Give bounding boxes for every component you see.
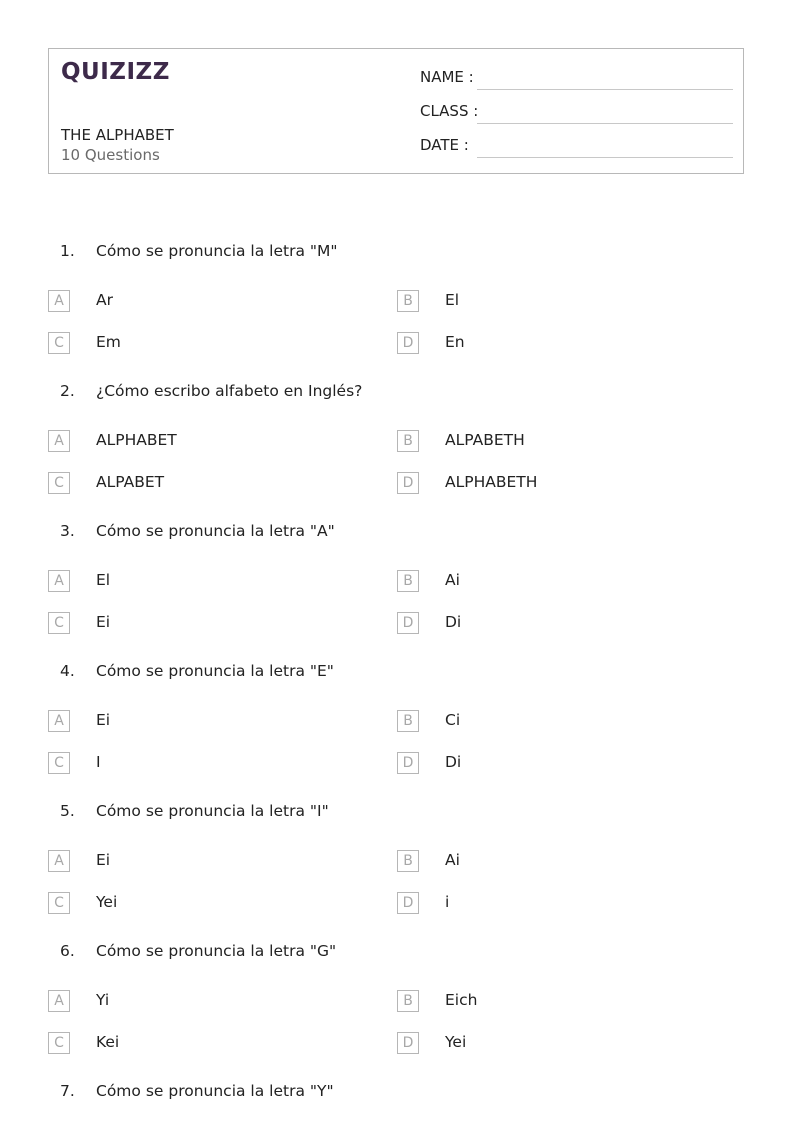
worksheet-header <box>48 48 744 174</box>
date-field[interactable] <box>477 157 733 158</box>
option-letter-box[interactable]: B <box>397 710 419 732</box>
option-letter-box[interactable]: A <box>48 710 70 732</box>
question-number: 5. <box>60 802 75 820</box>
option-text: Ar <box>96 291 113 309</box>
option-text: Eich <box>445 991 478 1009</box>
option-text: En <box>445 333 465 351</box>
question-text: Cómo se pronuncia la letra "Y" <box>96 1082 334 1100</box>
option-text: Ei <box>96 711 111 729</box>
worksheet-title: THE ALPHABET <box>61 126 174 144</box>
question-text: ¿Cómo escribo alfabeto en Inglés? <box>96 382 363 400</box>
date-label: DATE : <box>420 136 469 154</box>
option-letter-box[interactable]: B <box>397 570 419 592</box>
class-label: CLASS : <box>420 102 479 120</box>
option-letter-box[interactable]: C <box>48 332 70 354</box>
option-text: ALPABET <box>96 473 165 491</box>
option-text: i <box>445 893 450 911</box>
question-text: Cómo se pronuncia la letra "E" <box>96 662 334 680</box>
question-number: 1. <box>60 242 75 260</box>
option-text: Ei <box>96 613 111 631</box>
option-letter-box[interactable]: C <box>48 472 70 494</box>
option-text: Di <box>445 753 462 771</box>
question-number: 2. <box>60 382 75 400</box>
option-letter-box[interactable]: B <box>397 990 419 1012</box>
option-text: Kei <box>96 1033 120 1051</box>
option-text: Yi <box>96 991 110 1009</box>
option-letter-box[interactable]: C <box>48 1032 70 1054</box>
option-text: ALPHABETH <box>445 473 538 491</box>
option-text: Di <box>445 613 462 631</box>
option-text: ALPABETH <box>445 431 525 449</box>
option-letter-box[interactable]: A <box>48 430 70 452</box>
option-letter-box[interactable]: D <box>397 472 419 494</box>
option-text: Ci <box>445 711 461 729</box>
option-letter-box[interactable]: D <box>397 332 419 354</box>
option-text: Yei <box>445 1033 467 1051</box>
option-letter-box[interactable]: D <box>397 612 419 634</box>
question-text: Cómo se pronuncia la letra "M" <box>96 242 338 260</box>
option-letter-box[interactable]: C <box>48 612 70 634</box>
name-label: NAME : <box>420 68 474 86</box>
question-number: 3. <box>60 522 75 540</box>
option-letter-box[interactable]: D <box>397 892 419 914</box>
option-text: I <box>96 753 101 771</box>
option-letter-box[interactable]: C <box>48 752 70 774</box>
option-text: Em <box>96 333 121 351</box>
question-count: 10 Questions <box>61 146 160 164</box>
name-field[interactable] <box>477 89 733 90</box>
question-text: Cómo se pronuncia la letra "I" <box>96 802 329 820</box>
option-letter-box[interactable]: D <box>397 1032 419 1054</box>
option-text: ALPHABET <box>96 431 177 449</box>
option-text: Ai <box>445 851 460 869</box>
option-text: Ai <box>445 571 460 589</box>
quizizz-logo: QUIZIZZ <box>61 59 170 85</box>
option-text: El <box>96 571 111 589</box>
option-text: El <box>445 291 460 309</box>
option-letter-box[interactable]: B <box>397 290 419 312</box>
question-text: Cómo se pronuncia la letra "A" <box>96 522 335 540</box>
option-text: Yei <box>96 893 118 911</box>
option-letter-box[interactable]: C <box>48 892 70 914</box>
question-number: 6. <box>60 942 75 960</box>
option-letter-box[interactable]: A <box>48 850 70 872</box>
option-letter-box[interactable]: B <box>397 430 419 452</box>
option-letter-box[interactable]: B <box>397 850 419 872</box>
option-letter-box[interactable]: A <box>48 290 70 312</box>
option-letter-box[interactable]: A <box>48 990 70 1012</box>
class-field[interactable] <box>477 123 733 124</box>
option-letter-box[interactable]: A <box>48 570 70 592</box>
question-number: 4. <box>60 662 75 680</box>
option-text: Ei <box>96 851 111 869</box>
question-number: 7. <box>60 1082 75 1100</box>
question-text: Cómo se pronuncia la letra "G" <box>96 942 337 960</box>
option-letter-box[interactable]: D <box>397 752 419 774</box>
